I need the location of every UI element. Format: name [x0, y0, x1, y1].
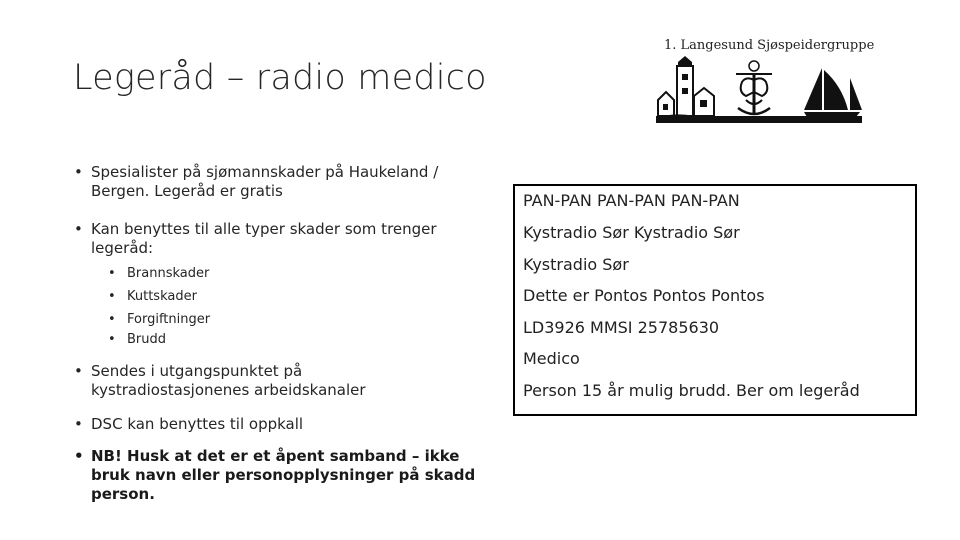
list-item: [74, 447, 475, 504]
radio-message-line: Kystradio Sør: [523, 255, 629, 274]
radio-message-line: PAN-PAN PAN-PAN PAN-PAN: [523, 191, 740, 210]
bullet-line: kystradiostasjonenes arbeidskanaler: [91, 381, 366, 399]
bullet-line: Kan benyttes til alle typer skader som trenger: [91, 220, 437, 238]
bullet-line: NB! Husk at det er et åpent samband – ikke: [91, 447, 460, 465]
bullet-line: Spesialister på sjømannskader på Haukeland /: [91, 163, 439, 181]
bullet-line: Bergen. Legeråd er gratis: [91, 182, 283, 200]
list-item: [74, 415, 303, 434]
bullet-marker: •: [108, 332, 116, 347]
radio-message-box: [513, 184, 917, 416]
sub-bullet-text: Kuttskader: [127, 289, 197, 304]
radio-message-line: Medico: [523, 349, 580, 368]
bullet-marker: •: [74, 163, 83, 181]
sub-list-item: [108, 289, 197, 305]
list-item: [74, 220, 437, 258]
logo-caption: 1. Langesund Sjøspeidergruppe: [664, 38, 875, 53]
sub-list-item: [108, 266, 209, 282]
list-item: [74, 163, 438, 201]
radio-message-line: Person 15 år mulig brudd. Ber om legeråd: [523, 381, 860, 400]
radio-message-line: Dette er Pontos Pontos Pontos: [523, 286, 765, 305]
sub-list-item: [108, 312, 210, 328]
bullet-marker: •: [108, 312, 116, 327]
bullet-line: person.: [91, 485, 155, 503]
radio-message-line: LD3926 MMSI 25785630: [523, 318, 720, 337]
sub-list-item: [108, 332, 166, 348]
bullet-marker: •: [74, 362, 83, 380]
bullet-line: bruk navn eller personopplysninger på skadd: [91, 466, 476, 484]
sub-bullet-text: Forgiftninger: [127, 312, 211, 327]
bullet-marker: •: [108, 266, 116, 281]
bullet-line: DSC kan benyttes til oppkall: [91, 415, 304, 433]
bullet-marker: •: [74, 415, 83, 433]
bullet-marker: •: [74, 447, 84, 465]
bullet-marker: •: [108, 289, 116, 304]
scout-group-logo: [654, 56, 869, 131]
slide-title: Legeråd – radio medico: [73, 58, 487, 98]
radio-message-line: Kystradio Sør Kystradio Sør: [523, 223, 740, 242]
bullet-line: Sendes i utgangspunktet på: [91, 362, 303, 380]
sub-bullet-text: Brannskader: [127, 266, 210, 281]
list-item: [74, 362, 366, 400]
sub-bullet-text: Brudd: [127, 332, 167, 347]
bullet-marker: •: [74, 220, 83, 238]
bullet-line: legeråd:: [91, 239, 154, 257]
